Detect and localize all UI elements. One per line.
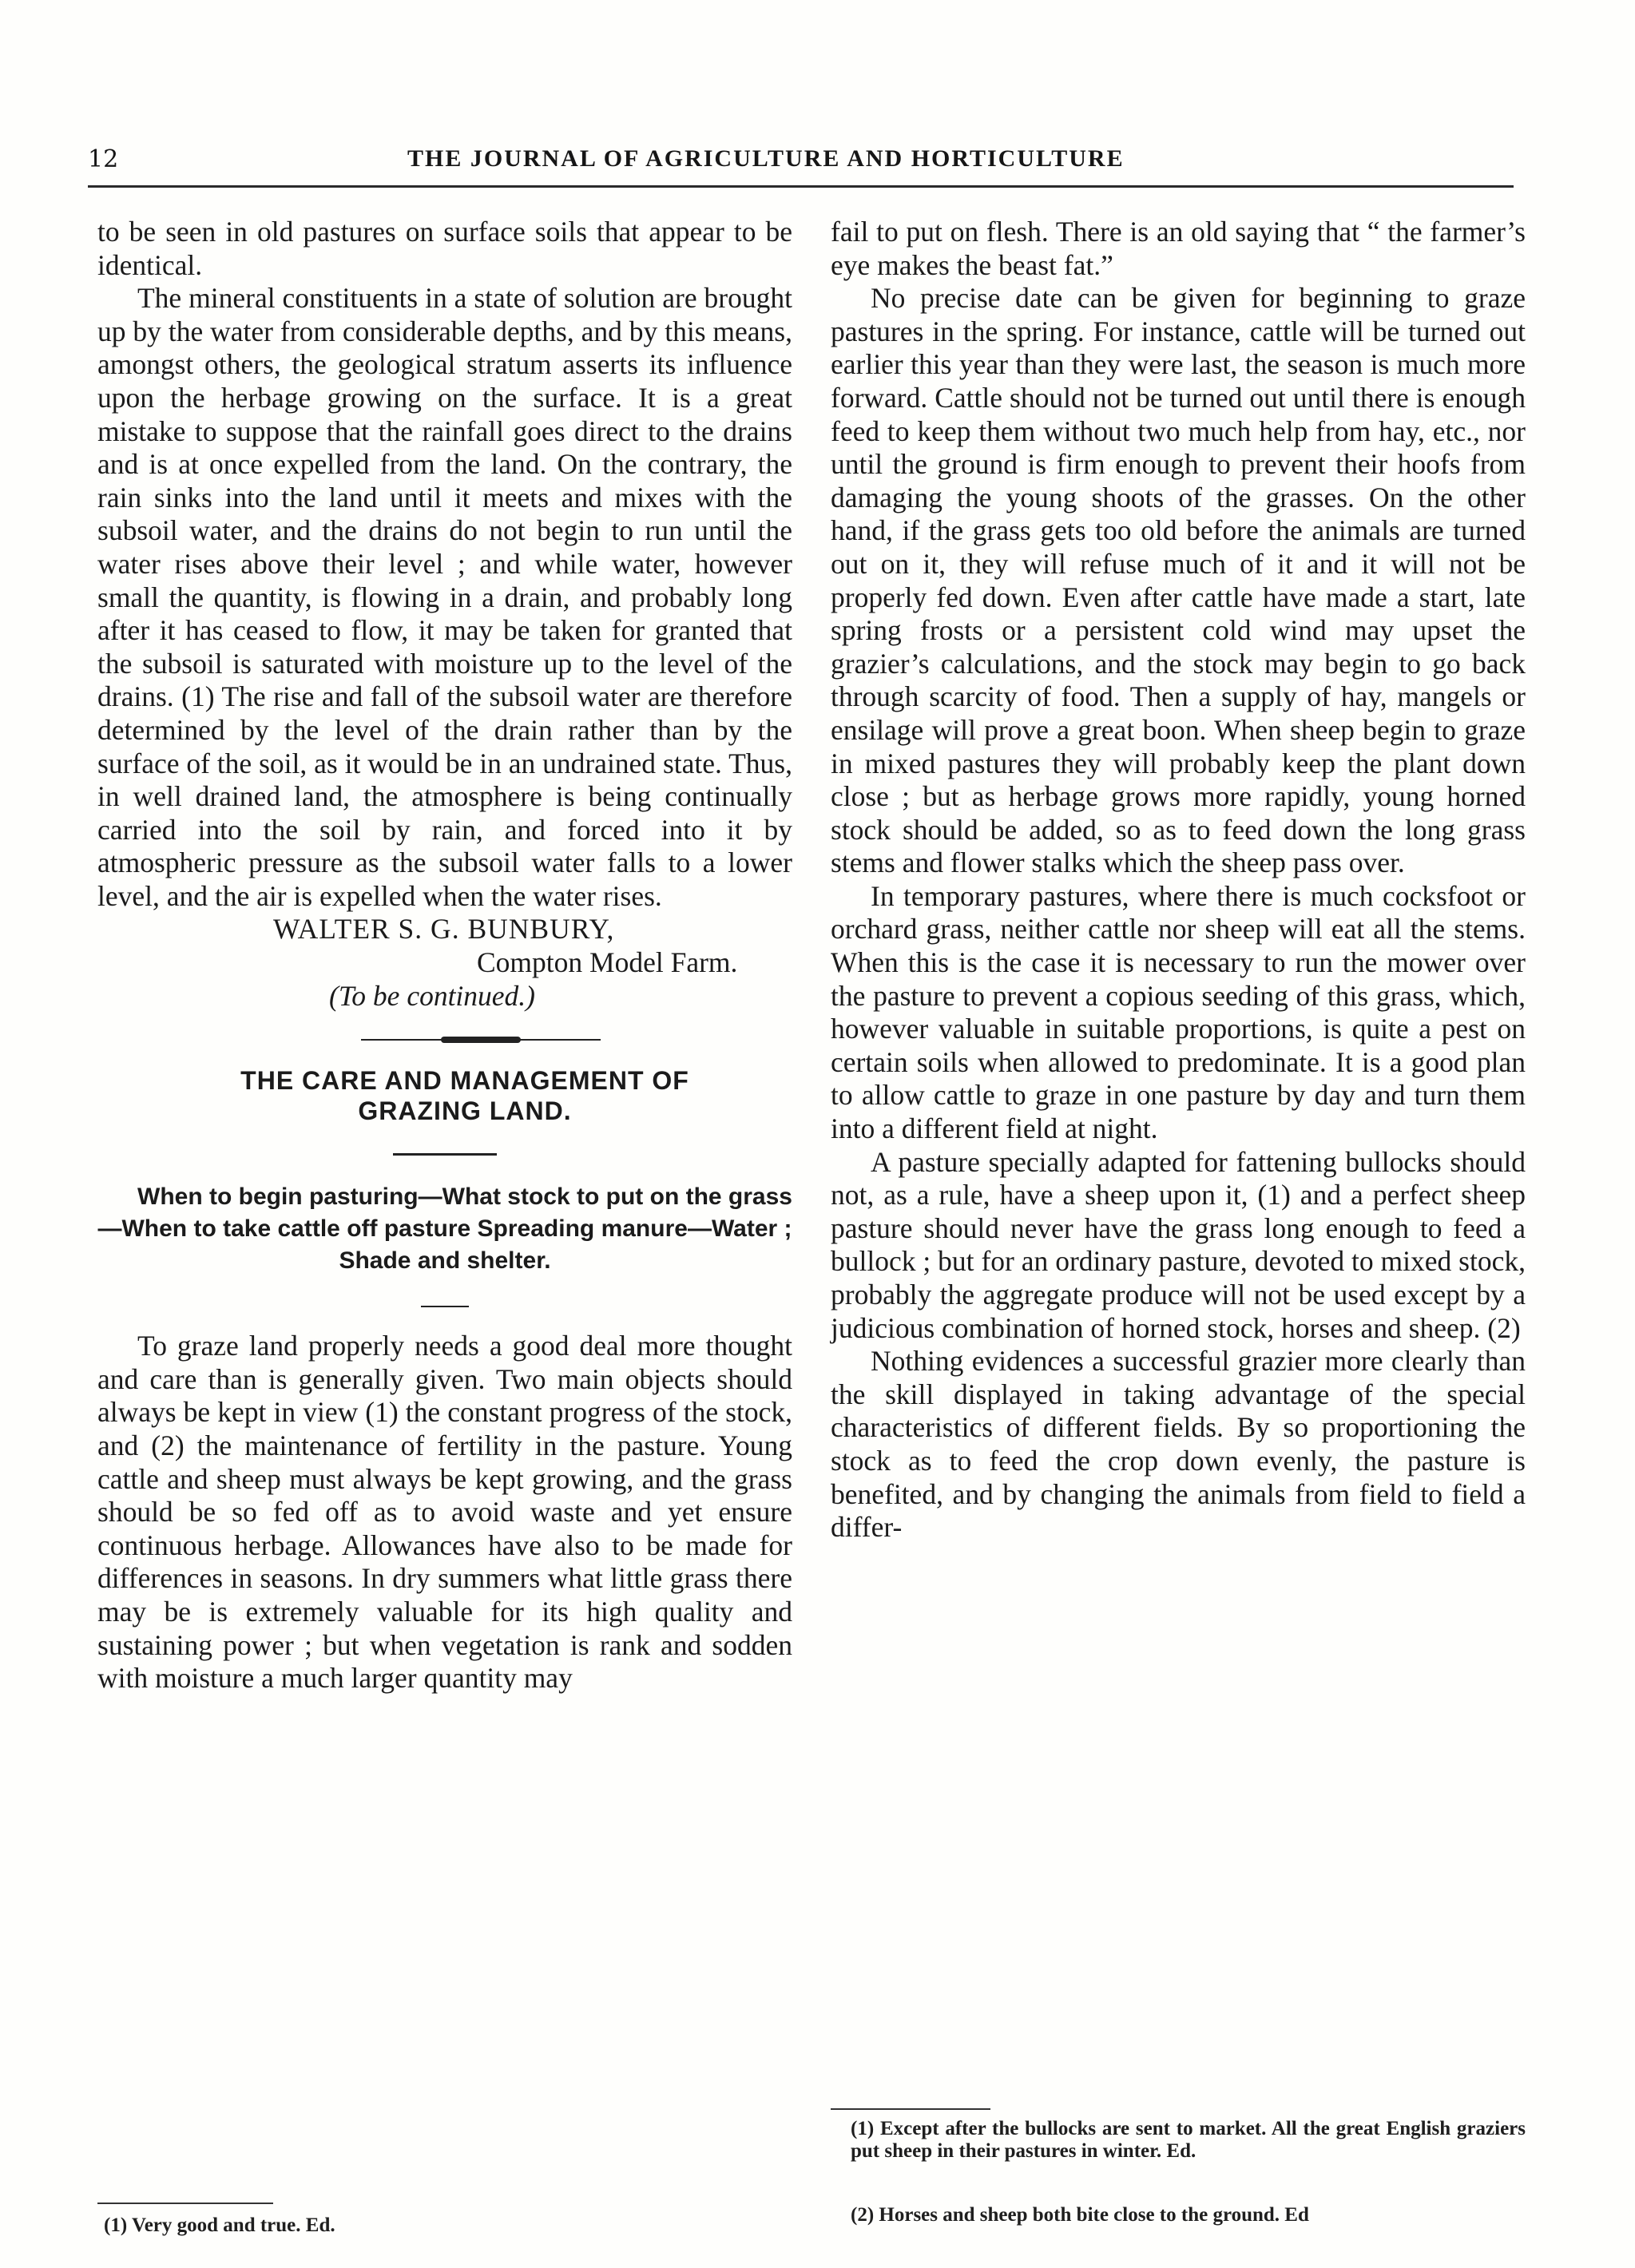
- left-paragraph-3: To graze land properly needs a good deal more thought and care than is generally given. Two main objects should always be kept in view (1) the constant progress of the stock, and (2) the maintenance of fertility in the pasture. Young cattle and sheep must always be kept growing, and the grass should be so fed off as to avoid waste and yet ensure continuous herbage. Allowances have also to be made for differences in seasons. In dry summers what little grass there may be is extremely valuable for its high quality and sustaining power ; but when vegetation is rank and sodden with moisture a much larger quantity may: [97, 1330, 792, 1695]
- right-footnote-rule: [831, 2108, 990, 2110]
- author-place: Compton Model Farm.: [477, 946, 738, 979]
- right-paragraph-5: Nothing evidences a successful grazier more clearly than the skill displayed in taking advantage of the special characteristics of different fields. By so proportioning the stock as to feed the crop down evenly, the pasture is benefited, and by changing the animals from field to field a differ-: [831, 1345, 1526, 1544]
- article-title-line-1: THE CARE AND MANAGEMENT OF: [240, 1066, 689, 1096]
- continued-note: (To be continued.): [329, 979, 535, 1012]
- author-name: WALTER S. G. BUNBURY,: [273, 913, 615, 946]
- left-footnote-rule: [97, 2203, 273, 2204]
- left-paragraph-1: to be seen in old pastures on surface soils that appear to be identical.: [97, 216, 792, 281]
- section-divider: [361, 1037, 601, 1043]
- article-subtitle: When to begin pasturing—What stock to put on the grass—When to take cattle off pasture Spreading manure—Water ; Shade and shelter.: [97, 1184, 792, 1275]
- left-column: [97, 216, 792, 1695]
- left-paragraph-2: The mineral constituents in a state of solution are brought up by the water from considerable depths, and by this means, amongst others, the geological stratum asserts its influence upon the herbage growing on the surface. It is a great mistake to suppose that the rainfall goes direct to the drains and is at once expelled from the land. On the contrary, the rain sinks into the land until it meets and mixes with the subsoil water, and the drains do not begin to run until the water rises above their level ; and while water, however small the quantity, is flowing in a drain, and probably long after it has ceased to flow, it may be taken for granted that the subsoil is saturated with moisture up to the level of the drains. (1) The rise and fall of the subsoil water are therefore determined by the level of the drain rather than by the surface of the soil, as it would be in an undrained state. Thus, in well drained land, the atmosphere is being continually carried into the soil by rain, and forced into it by atmospheric pressure as the subsoil water falls to a lower level, and the air is expelled when the water rises.: [97, 282, 792, 912]
- left-footnote-1: (1) Very good and true. Ed.: [104, 2214, 335, 2236]
- right-footnote-2: (2) Horses and sheep both bite close to the ground. Ed: [851, 2204, 1309, 2226]
- right-paragraph-3: In temporary pastures, where there is much cocksfoot or orchard grass, neither cattle nor sheep will eat all the stems. When this is the case it is necessary to run the mower over the pasture to prevent a copious seeding of this grass, which, however valuable in suitable proportions, is quite a pest on certain soils when allowed to predominate. It is a good plan to allow cattle to graze in one pasture by day and turn them into a different field at night.: [831, 879, 1526, 1145]
- article-title-line-2: GRAZING LAND.: [358, 1096, 572, 1126]
- right-paragraph-2: No precise date can be given for beginning to graze pastures in the spring. For instance, cattle will be turned out earlier this year than they were last, the season is much more forward. Cattle should not be turned out until there is enough feed to keep them without two much help from hay, etc., nor until the ground is firm enough to prevent their hoofs from damaging the young shoots of the grasses. On the other hand, if the grass gets too old before the animals are turned out on it, they will refuse much of it and it will not be properly fed down. Even after cattle have made a start, late spring frosts or a persistent cold wind may upset the grazier’s calculations, and the stock may begin to go back through scarcity of food. Then a supply of hay, mangels or ensilage will prove a great boon. When sheep begin to graze in mixed pastures they will probably keep the plant down close ; but as herbage grows more rapidly, young horned stock should be added, so as to feed down the long grass stems and flower stalks which the sheep pass over.: [831, 282, 1526, 879]
- page-number: 12: [88, 145, 119, 173]
- page-header: [88, 145, 1514, 185]
- right-footnote-1: (1) Except after the bullocks are sent to market. All the great English graziers put sheep in their pastures in winter. Ed.: [851, 2118, 1526, 2162]
- right-paragraph-4: A pasture specially adapted for fattening bullocks should not, as a rule, have a sheep upon it, (1) and a perfect sheep pasture should never have the grass long enough to feed a bullock ; but for an ordinary pasture, devoted to mixed stock, probably the aggregate produce will not be used except by a judicious combination of horned stock, horses and sheep. (2): [831, 1145, 1526, 1344]
- author-signature: [97, 913, 792, 1013]
- header-rule: [88, 185, 1514, 188]
- right-column: [831, 216, 1526, 1544]
- title-rule: [393, 1153, 497, 1156]
- running-title: THE JOURNAL OF AGRICULTURE AND HORTICULTURE: [407, 145, 1125, 172]
- right-paragraph-1: fail to put on flesh. There is an old saying that “ the farmer’s eye makes the beast fat.”: [831, 216, 1526, 281]
- subtitle-rule: [421, 1306, 469, 1307]
